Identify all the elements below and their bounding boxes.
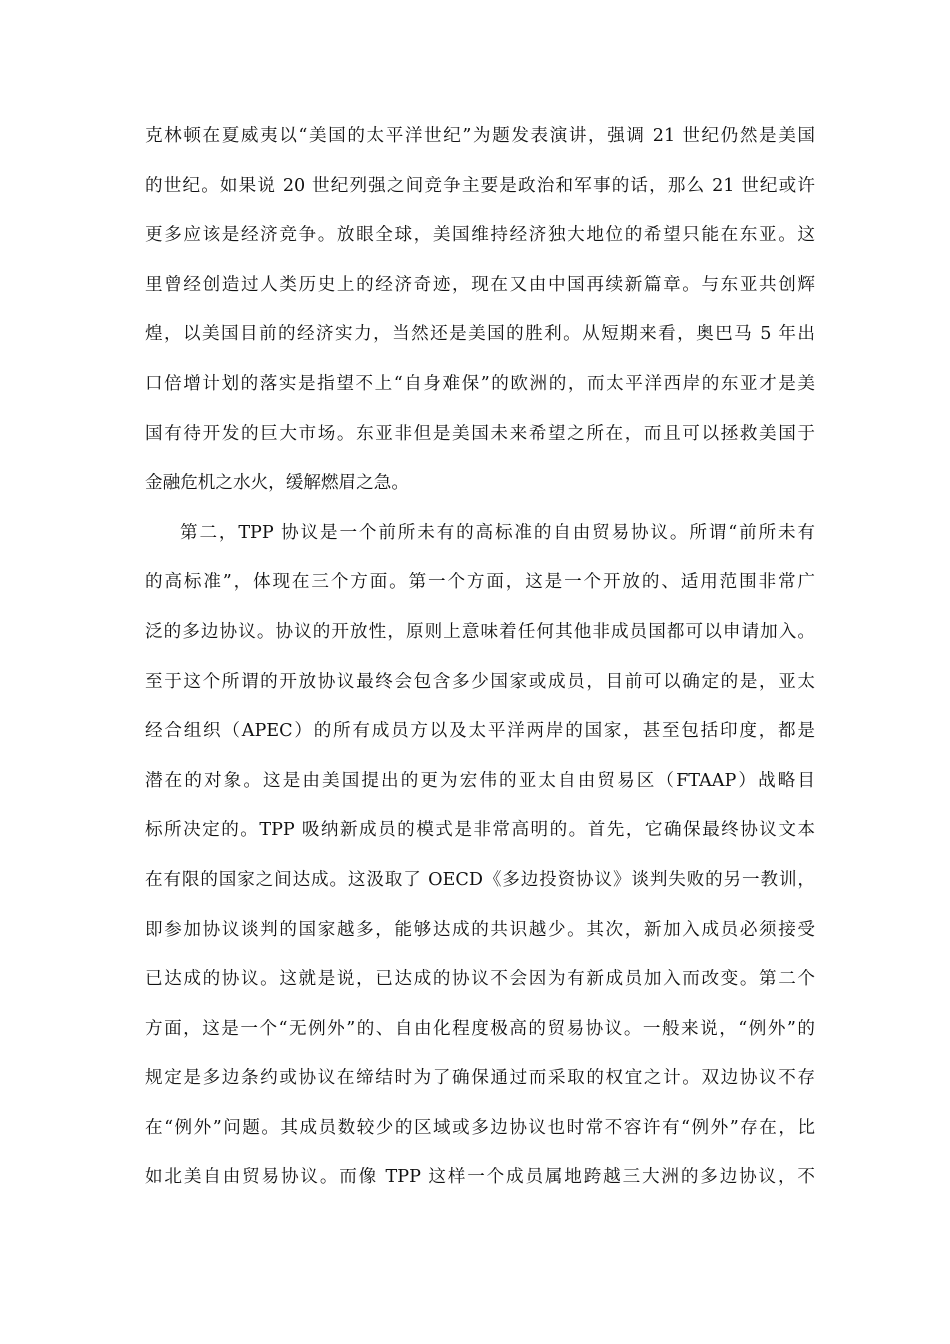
text-line: 至于这个所谓的开放协议最终会包含多少国家或成员，目前可以确定的是，亚太 bbox=[145, 671, 815, 692]
text-line: 更多应该是经济竞争。放眼全球，美国维持经济独大地位的希望只能在东亚。这 bbox=[145, 225, 815, 246]
text-line: 经合组织（APEC）的所有成员方以及太平洋两岸的国家，甚至包括印度，都是 bbox=[145, 721, 815, 742]
text-line: 泛的多边协议。协议的开放性，原则上意味着任何其他非成员国都可以申请加入。 bbox=[145, 621, 815, 642]
text-line: 如北美自由贸易协议。而像 TPP 这样一个成员属地跨越三大洲的多边协议，不 bbox=[145, 1167, 815, 1188]
text-line: 标所决定的。TPP 吸纳新成员的模式是非常高明的。首先，它确保最终协议文本 bbox=[145, 820, 815, 841]
text-line: 煌，以美国目前的经济实力，当然还是美国的胜利。从短期来看，奥巴马 5 年出 bbox=[145, 324, 815, 345]
text-line: 即参加协议谈判的国家越多，能够达成的共识越少。其次，新加入成员必须接受 bbox=[145, 919, 815, 940]
text-line: 方面，这是一个“无例外”的、自由化程度极高的贸易协议。一般来说，“例外”的 bbox=[145, 1018, 815, 1039]
paragraph-2 bbox=[145, 509, 815, 1203]
text-line: 在有限的国家之间达成。这汲取了 OECD《多边投资协议》谈判失败的另一教训， bbox=[145, 869, 815, 890]
text-line: 第二，TPP 协议是一个前所未有的高标准的自由贸易协议。所谓“前所未有 bbox=[180, 522, 815, 543]
text-line: 克林顿在夏威夷以“美国的太平洋世纪”为题发表演讲，强调 21 世纪仍然是美国 bbox=[145, 126, 815, 146]
text-line: 的世纪。如果说 20 世纪列强之间竞争主要是政治和军事的话，那么 21 世纪或许 bbox=[145, 175, 815, 196]
text-line: 规定是多边条约或协议在缔结时为了确保通过而采取的权宜之计。双边协议不存 bbox=[145, 1068, 815, 1089]
body-text bbox=[145, 112, 815, 1203]
paragraph-1 bbox=[145, 112, 815, 509]
text-line: 里曾经创造过人类历史上的经济奇迹，现在又由中国再续新篇章。与东亚共创辉 bbox=[145, 274, 815, 295]
text-line: 在“例外”问题。其成员数较少的区域或多边协议也时常不容许有“例外”存在，比 bbox=[145, 1117, 815, 1138]
text-line: 潜在的对象。这是由美国提出的更为宏伟的亚太自由贸易区（FTAAP）战略目 bbox=[145, 770, 815, 791]
text-line: 国有待开发的巨大市场。东亚非但是美国未来希望之所在，而且可以拯救美国于 bbox=[145, 423, 815, 444]
text-line: 的高标准”，体现在三个方面。第一个方面，这是一个开放的、适用范围非常广 bbox=[145, 572, 815, 593]
text-line: 金融危机之水火，缓解燃眉之急。 bbox=[145, 473, 409, 494]
text-line: 口倍增计划的落实是指望不上“自身难保”的欧洲的，而太平洋西岸的东亚才是美 bbox=[145, 373, 815, 394]
text-line: 已达成的协议。这就是说，已达成的协议不会因为有新成员加入而改变。第二个 bbox=[145, 969, 815, 990]
